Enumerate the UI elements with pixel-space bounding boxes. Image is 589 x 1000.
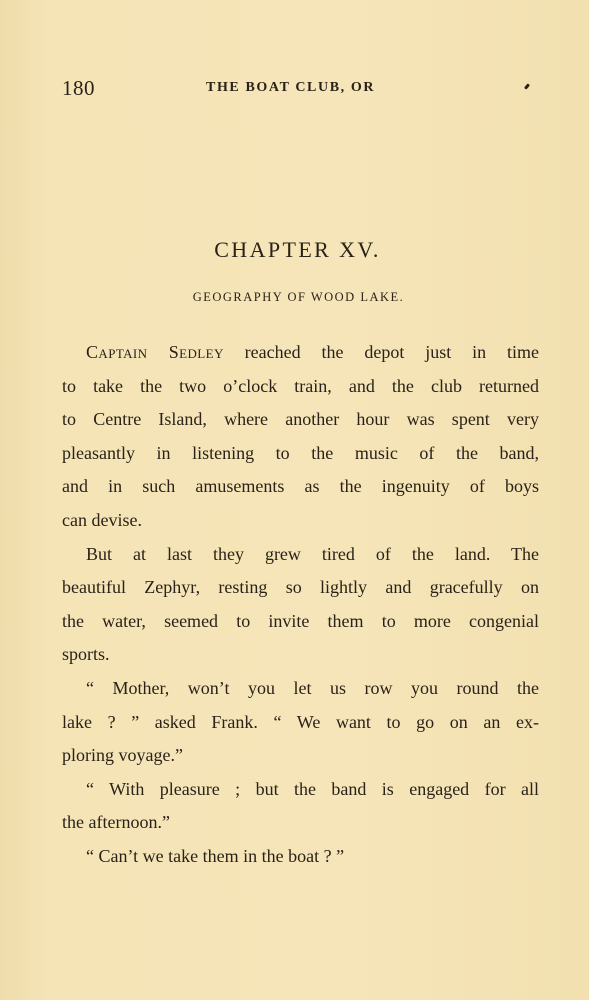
running-head bbox=[62, 76, 540, 100]
text-line: the water, seemed to invite them to more congenial bbox=[62, 610, 539, 631]
ink-speck bbox=[524, 83, 530, 90]
chapter-subtitle: GEOGRAPHY OF WOOD LAKE. bbox=[192, 290, 405, 304]
text-line: “ With pleasure ; but the band is engaged for all bbox=[86, 778, 539, 799]
text-line: the afternoon.” bbox=[62, 812, 170, 833]
text-line: “ Mother, won’t you let us row you round the bbox=[86, 677, 539, 698]
page-number: 180 bbox=[62, 76, 95, 100]
text-line: “ Can’t we take them in the boat ? ” bbox=[86, 845, 345, 866]
text-line: ploring voyage.” bbox=[62, 745, 183, 766]
text-line: and in such amusements as the ingenuity of boys bbox=[62, 476, 539, 497]
running-title: THE BOAT CLUB, OR bbox=[206, 80, 376, 95]
text-line: to take the two o’clock train, and the club returned bbox=[62, 375, 539, 396]
chapter-title: CHAPTER XV. bbox=[214, 237, 381, 262]
text-line: to Centre Island, where another hour was spent very bbox=[62, 409, 539, 430]
text-line: pleasantly in listening to the music of the band, bbox=[62, 442, 539, 463]
body-text bbox=[62, 336, 539, 874]
text-line: lake ? ” asked Frank. “ We want to go on an ex- bbox=[62, 711, 539, 732]
text-line: But at last they grew tired of the land. The bbox=[86, 543, 539, 564]
text-line: sports. bbox=[62, 644, 110, 665]
text-line: can devise. bbox=[62, 509, 142, 530]
text-line: beautiful Zephyr, resting so lightly and gracefully on bbox=[62, 577, 539, 598]
lead-words: Captain Sedley bbox=[86, 342, 224, 362]
text-line: Captain Sedley reached the depot just in time bbox=[86, 342, 539, 362]
